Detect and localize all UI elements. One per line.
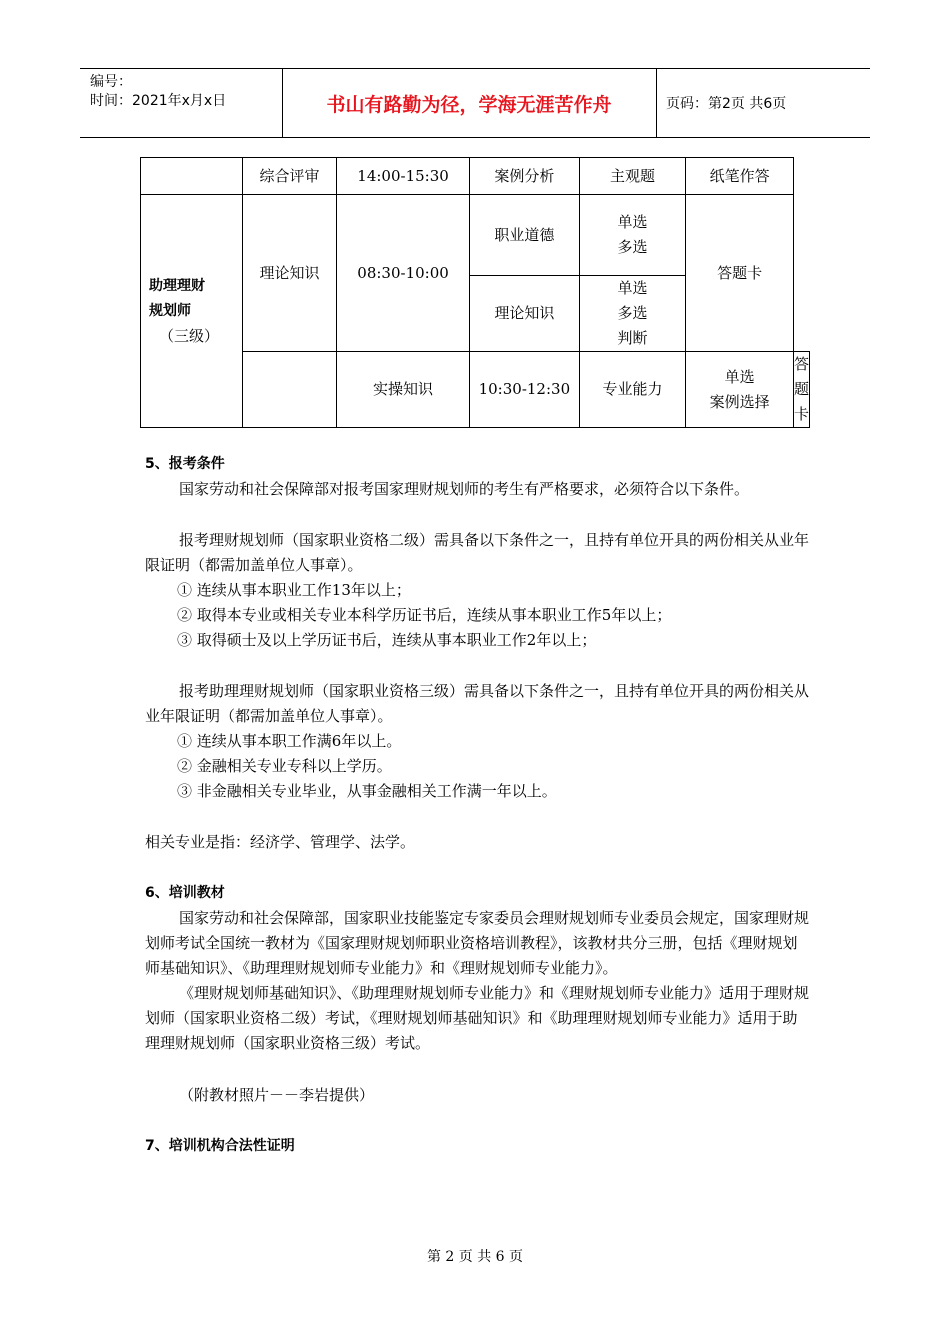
date-line: 时间：2021年x月x日	[90, 93, 227, 109]
list-item: ① 连续从事本职业工作13年以上；	[177, 581, 411, 599]
table-cell	[141, 158, 243, 195]
list-item: ③ 非金融相关专业毕业，从事金融相关工作满一年以上。	[177, 782, 557, 800]
header-meta	[90, 73, 226, 111]
paragraph: 《理财规划师基础知识》、《助理理财规划师专业能力》和《理财规划师专业能力》适用于理财规划师（国家职业资格二级）考试，《理财规划师基础知识》和《助理理财规划师专业能力》适用于助理理财规划师（国家职业资格三级）考试。	[145, 984, 810, 1052]
paragraph: 相关专业是指：经济学、管理学、法学。	[145, 833, 416, 851]
header-motto: 书山有路勤为径，学海无涯苦作舟	[326, 93, 612, 116]
list-item: ② 金融相关专业专科以上学历。	[177, 757, 392, 775]
paragraph: 国家劳动和社会保障部对报考国家理财规划师的考生有严格要求，必须符合以下条件。	[179, 480, 750, 498]
list-item: ② 取得本专业或相关专业本科学历证书后，连续从事本职业工作5年以上；	[177, 606, 672, 624]
header-page-number: 页码：第2页 共6页	[666, 96, 787, 112]
paragraph: 报考理财规划师（国家职业资格二级）需具备以下条件之一，且持有单位开具的两份相关从业年限证明（都需加盖单位人事章）。	[145, 531, 810, 574]
table-cell: 综合评审	[243, 158, 337, 195]
header-divider	[656, 69, 657, 137]
table-cell: 14:00-15:30	[337, 158, 470, 195]
question-type: 单选	[617, 279, 648, 297]
question-type: 判断	[617, 329, 648, 347]
table-cell: 08:30-10:00	[337, 195, 470, 352]
table-cell: 答题卡	[793, 352, 809, 428]
paragraph: 国家劳动和社会保障部，国家职业技能鉴定专家委员会理财规划师专业委员会规定，国家理财规划师考试全国统一教材为《国家理财规划师职业资格培训教程》，该教材共分三册，包括《理财规划师基础知识》、《助理理财规划师专业能力》和《理财规划师专业能力》。	[145, 909, 810, 977]
section-heading: 5、报考条件	[145, 456, 225, 472]
photo-note: （附教材照片－－李岩提供）	[179, 1086, 375, 1104]
list-item: ③ 取得硕士及以上学历证书后，连续从事本职业工作2年以上；	[177, 631, 597, 649]
question-type: 案例选择	[709, 392, 770, 411]
section-heading: 7、培训机构合法性证明	[145, 1138, 295, 1154]
table-row	[141, 195, 810, 276]
paragraph: 报考助理理财规划师（国家职业资格三级）需具备以下条件之一，且持有单位开具的两份相关从业年限证明（都需加盖单位人事章）。	[145, 682, 810, 725]
serial-label: 编号：	[90, 74, 132, 90]
table-cell: 主观题	[579, 158, 686, 195]
table-cell: 理论知识	[469, 276, 579, 352]
page-header	[80, 68, 870, 138]
table-cell	[579, 195, 686, 276]
table-cell	[579, 276, 686, 352]
section-heading: 6、培训教材	[145, 885, 225, 901]
table-cell: 10:30-12:30	[469, 352, 579, 428]
page-footer: 第 2 页 共 6 页	[426, 1249, 524, 1265]
table-cell: 答题卡	[686, 195, 794, 352]
question-type: 多选	[617, 304, 648, 322]
table-cell: 案例分析	[469, 158, 579, 195]
list-item: ① 连续从事本职工作满6年以上。	[177, 732, 402, 750]
table-cell	[686, 352, 794, 428]
table-cell: 理论知识	[243, 195, 337, 352]
question-type: 单选	[617, 213, 648, 231]
table-cell	[243, 352, 337, 428]
question-type: 单选	[724, 367, 755, 386]
table-row	[141, 158, 810, 195]
table-cell: 实操知识	[337, 352, 470, 428]
level-cell	[141, 195, 243, 428]
table-cell: 纸笔作答	[686, 158, 794, 195]
question-type: 多选	[617, 238, 648, 256]
level-grade: （三级）	[159, 326, 220, 345]
table-cell: 职业道德	[469, 195, 579, 276]
document-body	[145, 452, 810, 1159]
level-line: 助理理财	[149, 277, 205, 294]
level-line: 规划师	[149, 302, 191, 319]
exam-schedule-table	[140, 157, 810, 428]
table-cell: 专业能力	[579, 352, 686, 428]
